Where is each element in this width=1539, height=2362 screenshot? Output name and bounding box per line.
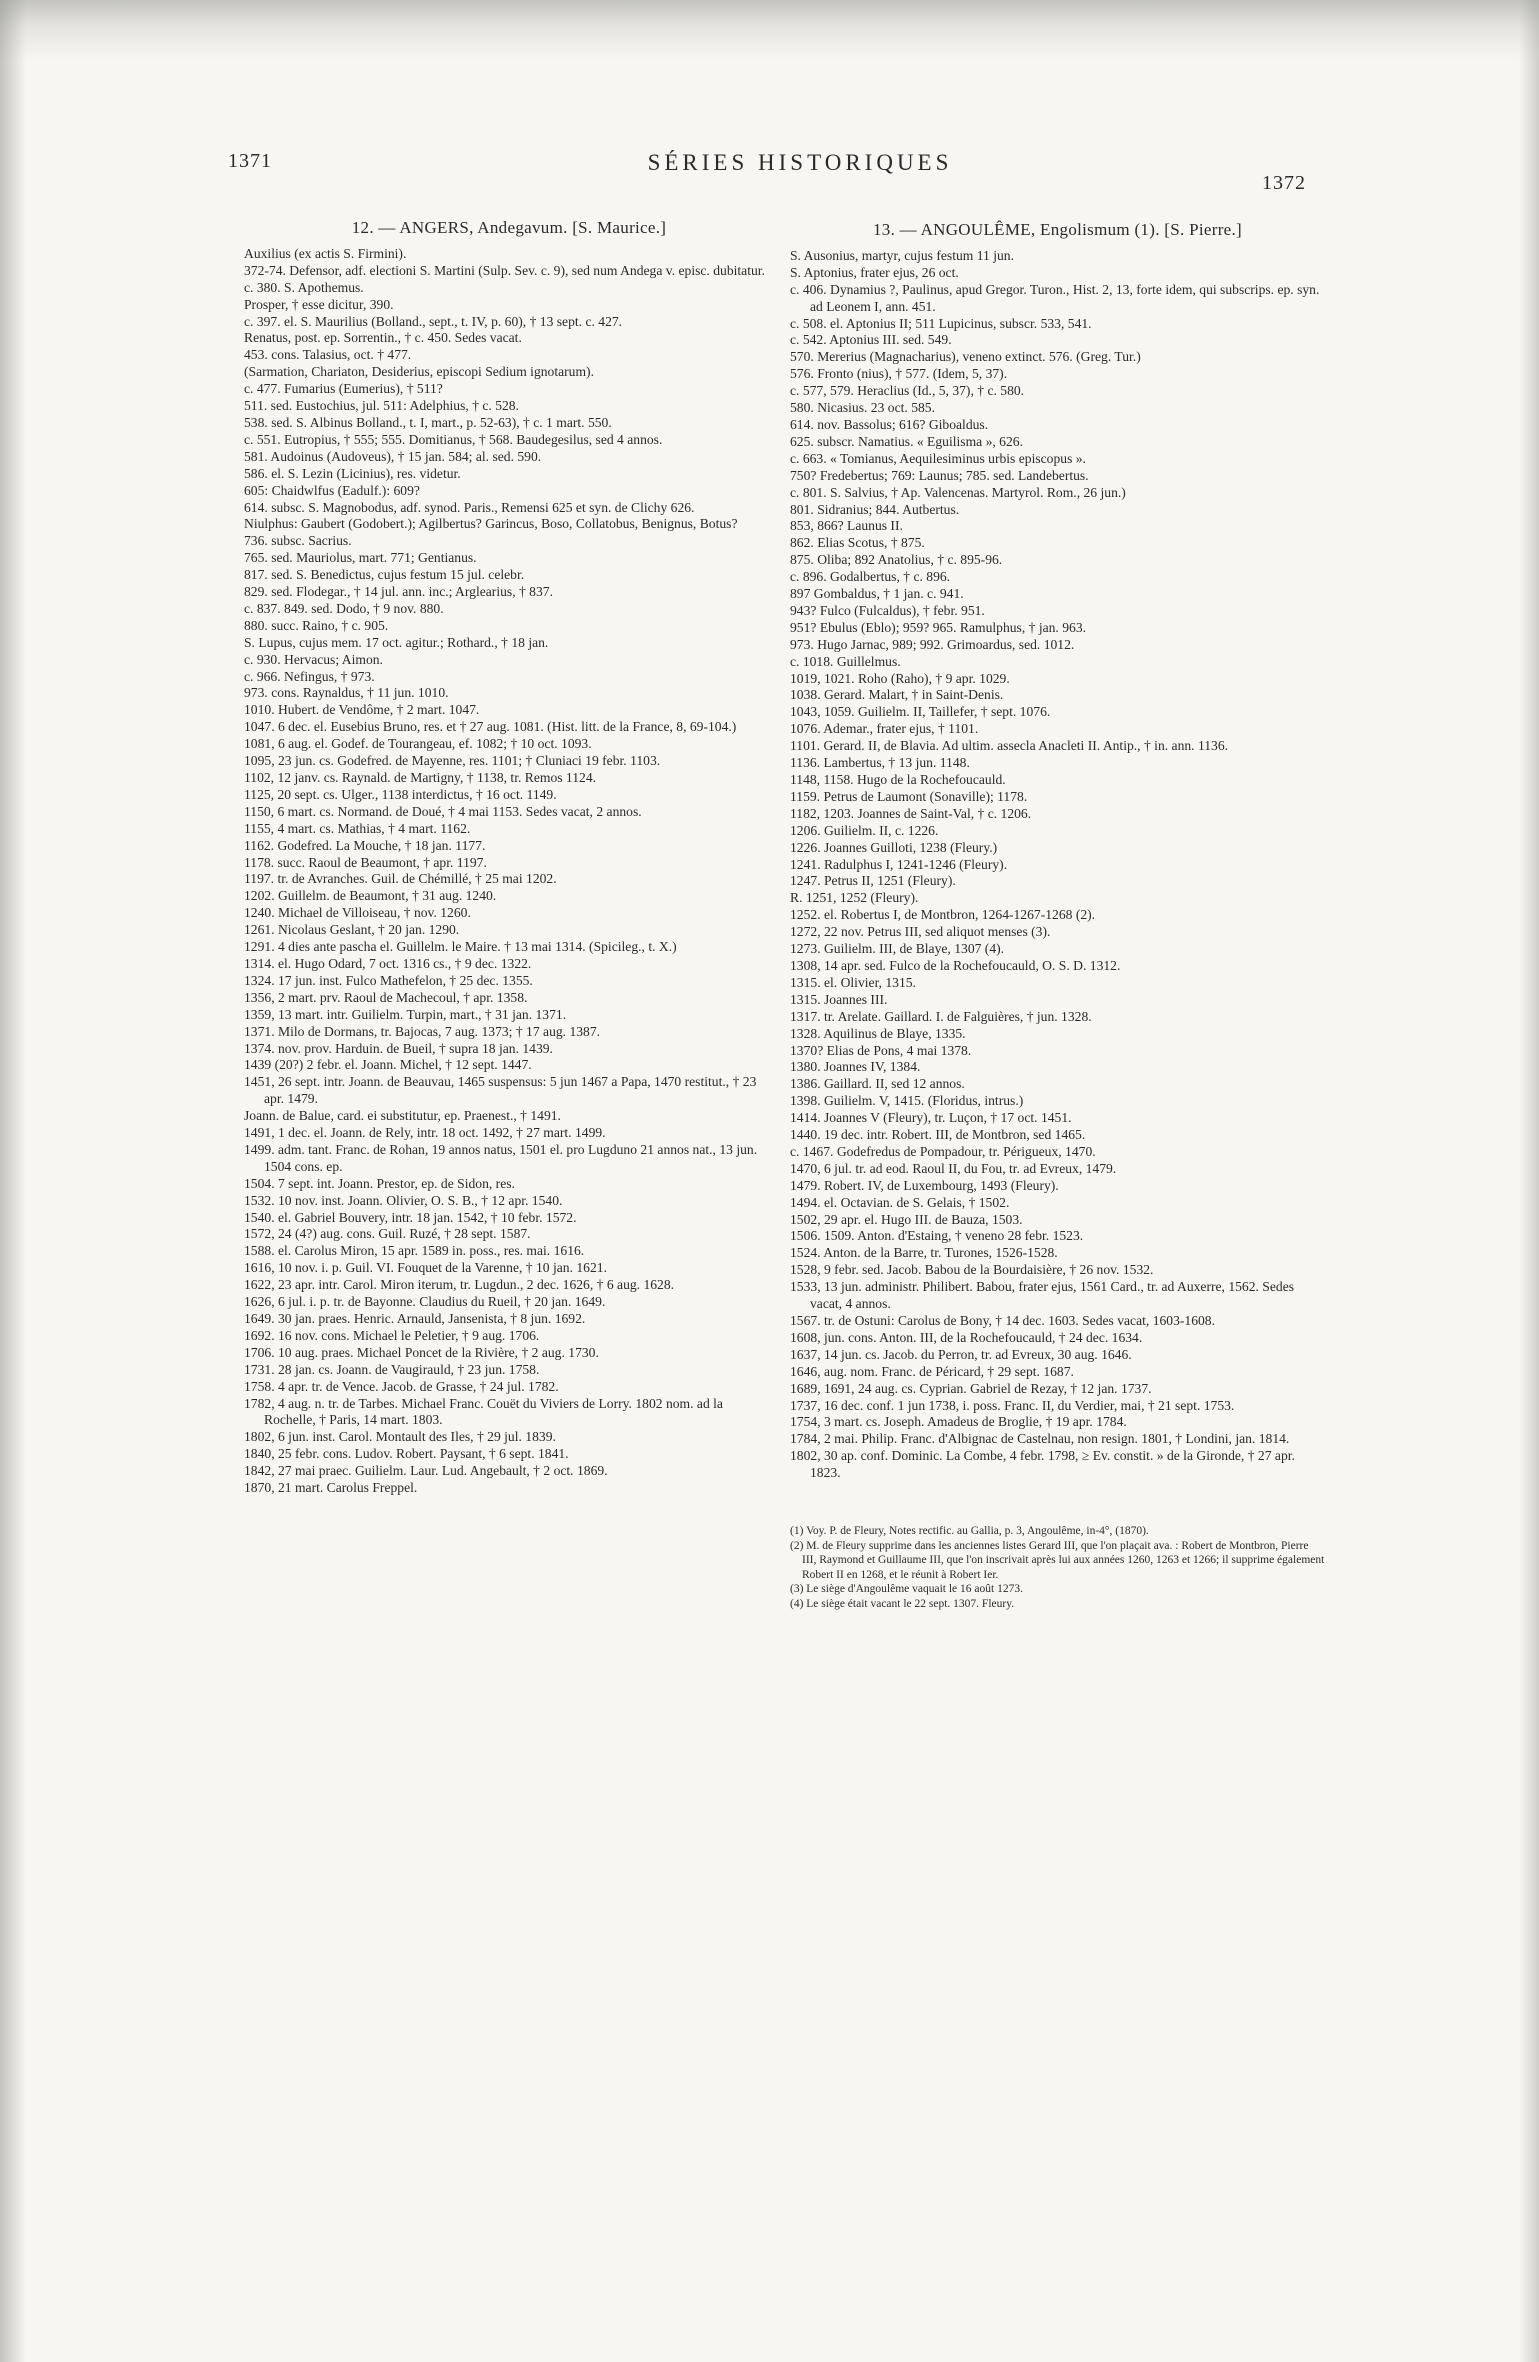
list-item: c. 508. el. Aptonius II; 511 Lupicinus, subscr. 533, 541. xyxy=(790,315,1092,331)
list-item: 1451, 26 sept. intr. Joann. de Beauvau, 1465 suspensus: 5 jun 1467 a Papa, 1470 restitut., † 23 apr. 1479. xyxy=(244,1074,757,1107)
list-item: 1047. 6 dec. el. Eusebius Bruno, res. et † 27 aug. 1081. (Hist. litt. de la France, 8, 69-104.) xyxy=(244,719,737,735)
list-item: 511. sed. Eustochius, jul. 511: Adelphius, † c. 528. xyxy=(244,398,520,414)
list-item: 1491, 1 dec. el. Joann. de Rely, intr. 18 oct. 1492, † 27 mart. 1499. xyxy=(244,1125,606,1141)
diocese-title-angouleme: 13. — ANGOULÊME, Engolismum (1). [S. Pierre.] xyxy=(872,220,1243,239)
list-item: 1317. tr. Arelate. Gaillard. I. de Falguières, † jun. 1328. xyxy=(790,1008,1092,1024)
list-item: (Sarmation, Chariaton, Desiderius, episcopi Sedium ignotarum). xyxy=(244,364,594,380)
list-item: S. Ausonius, martyr, cujus festum 11 jun. xyxy=(790,247,1014,263)
scan-edge-right xyxy=(1519,0,1539,2362)
list-item: 1162. Godefred. La Mouche, † 18 jan. 1177. xyxy=(244,837,486,853)
list-item: 586. el. S. Lezin (Licinius), res. videtur. xyxy=(244,465,461,481)
list-item: 1754, 3 mart. cs. Joseph. Amadeus de Broglie, † 19 apr. 1784. xyxy=(790,1414,1127,1430)
list-item: 853, 866? Launus II. xyxy=(790,518,903,534)
list-item: 1315. el. Olivier, 1315. xyxy=(790,974,916,990)
list-item: 1095, 23 jun. cs. Godefred. de Mayenne, res. 1101; † Cluniaci 19 febr. 1103. xyxy=(244,753,661,769)
list-item: 1731. 28 jan. cs. Joann. de Vaugirauld, † 23 jun. 1758. xyxy=(244,1361,540,1377)
list-item: Prosper, † esse dicitur, 390. xyxy=(244,296,394,312)
footnote: (4) Le siège était vacant le 22 sept. 1307. Fleury. xyxy=(790,1597,1015,1610)
list-item: 1758. 4 apr. tr. de Vence. Jacob. de Grasse, † 24 jul. 1782. xyxy=(244,1378,559,1394)
list-item: 605: Chaidwlfus (Eadulf.): 609? xyxy=(244,482,420,498)
list-item: 765. sed. Mauriolus, mart. 771; Gentianus. xyxy=(244,550,477,566)
list-item: 580. Nicasius. 23 oct. 585. xyxy=(790,400,935,416)
list-item: 1101. Gerard. II, de Blavia. Ad ultim. assecla Anacleti II. Antip., † in. ann. 1136. xyxy=(790,738,1229,754)
list-item: 1706. 10 aug. praes. Michael Poncet de la Rivière, † 2 aug. 1730. xyxy=(244,1344,599,1360)
list-item: 829. sed. Flodegar., † 14 jul. ann. inc.; Arglearius, † 837. xyxy=(244,584,553,600)
list-item: 1637, 14 jun. cs. Jacob. du Perron, tr. ad Evreux, 30 aug. 1646. xyxy=(790,1346,1132,1362)
footnote: (2) M. de Fleury supprime dans les anciennes listes Gerard III, que l'on plaçait ava. : Robert de Montbron, Pierre III, Raymond et Guillaume III, que l'on inscrivait après lui aux années 1260, 1263 et 1266; il supprime également Robert II en 1268, et le réunit à Robert Ier. xyxy=(790,1539,1325,1581)
list-item: 1737, 16 dec. conf. 1 jun 1738, i. poss. Franc. II, du Verdier, mai, † 21 sept. 1753. xyxy=(790,1397,1235,1413)
footnotes xyxy=(790,1524,1325,1611)
list-item: 1502, 29 apr. el. Hugo III. de Bauza, 1503. xyxy=(790,1211,1023,1227)
list-item: S. Lupus, cujus mem. 17 oct. agitur.; Rothard., † 18 jan. xyxy=(244,634,549,650)
list-item: 538. sed. S. Albinus Bolland., t. I, mart., p. 52-63), † c. 1 mart. 550. xyxy=(244,414,612,430)
list-item: 1081, 6 aug. el. Godef. de Tourangeau, ef. 1082; † 10 oct. 1093. xyxy=(244,736,592,752)
list-item: 817. sed. S. Benedictus, cujus festum 15 jul. celebr. xyxy=(244,567,525,583)
list-item: 1019, 1021. Roho (Raho), † 9 apr. 1029. xyxy=(790,670,1010,686)
list-item: 1649. 30 jan. praes. Henric. Arnauld, Jansenista, † 8 jun. 1692. xyxy=(244,1311,586,1326)
list-item: 570. Mererius (Magnacharius), veneno extinct. 576. (Greg. Tur.) xyxy=(790,349,1141,365)
list-item: 750? Fredebertus; 769: Launus; 785. sed. Landebertus. xyxy=(790,467,1089,483)
list-item: Niulphus: Gaubert (Godobert.); Agilbertus? Garincus, Boso, Collatobus, Benignus, Botus? xyxy=(244,516,738,532)
scan-edge-left xyxy=(0,0,26,2362)
list-item: 1226. Joannes Guilloti, 1238 (Fleury.) xyxy=(790,839,998,855)
list-item: 1178. succ. Raoul de Beaumont, † apr. 1197. xyxy=(244,854,487,870)
list-item: 614. subsc. S. Magnobodus, adf. synod. Paris., Remensi 625 et syn. de Clichy 626. xyxy=(244,499,695,515)
list-item: 1240. Michael de Villoiseau, † nov. 1260. xyxy=(244,905,471,921)
list-item: Auxilius (ex actis S. Firmini). xyxy=(244,245,407,261)
list-item: 1533, 13 jun. administr. Philibert. Babou, frater ejus, 1561 Card., tr. ad Auxerre, 1562. Sedes vacat, 4 annos. xyxy=(790,1279,1295,1312)
list-item: 1038. Gerard. Malart, † in Saint-Denis. xyxy=(790,687,1004,703)
list-item: 943? Fulco (Fulcaldus), † febr. 951. xyxy=(790,602,985,618)
list-item: 1125, 20 sept. cs. Ulger., 1138 interdictus, † 16 oct. 1149. xyxy=(244,786,557,802)
list-item: 1380. Joannes IV, 1384. xyxy=(790,1059,921,1075)
list-item: 1842, 27 mai praec. Guilielm. Laur. Lud. Angebault, † 2 oct. 1869. xyxy=(244,1463,608,1479)
list-item: 1572, 24 (4?) aug. cons. Guil. Ruzé, † 28 sept. 1587. xyxy=(244,1226,531,1242)
list-item: 1524. Anton. de la Barre, tr. Turones, 1526-1528. xyxy=(790,1245,1058,1261)
list-item: 1272, 22 nov. Petrus III, sed aliquot menses (3). xyxy=(790,924,1051,940)
list-item: c. 930. Hervacus; Aimon. xyxy=(244,651,383,667)
list-item: 1608, jun. cons. Anton. III, de la Rochefoucauld, † 24 dec. 1634. xyxy=(790,1329,1143,1345)
list-item: 1148, 1158. Hugo de la Rochefoucauld. xyxy=(790,772,1006,787)
list-item: 736. subsc. Sacrius. xyxy=(244,533,352,549)
list-item: R. 1251, 1252 (Fleury). xyxy=(790,890,919,906)
list-item: 1398. Guilielm. V, 1415. (Floridus, intrus.) xyxy=(790,1093,1024,1109)
scan-noise-top xyxy=(0,0,1539,60)
list-item: 1532. 10 nov. inst. Joann. Olivier, O. S. B., † 12 apr. 1540. xyxy=(244,1192,563,1208)
left-column xyxy=(244,220,774,1497)
list-item: 1155, 4 mart. cs. Mathias, † 4 mart. 1162. xyxy=(244,820,471,836)
list-item: 1626, 6 jul. i. p. tr. de Bayonne. Claudius du Rueil, † 20 jan. 1649. xyxy=(244,1294,606,1310)
right-column xyxy=(790,222,1325,1611)
list-item: 581. Audoinus (Audoveus), † 15 jan. 584; al. sed. 590. xyxy=(244,448,542,464)
list-item: Joann. de Balue, card. ei substitutur, ep. Praenest., † 1491. xyxy=(244,1108,561,1124)
list-item: 1528, 9 febr. sed. Jacob. Babou de la Bourdaisière, † 26 nov. 1532. xyxy=(790,1262,1154,1278)
list-item: 1241. Radulphus I, 1241-1246 (Fleury). xyxy=(790,856,1008,872)
list-item: 1499. adm. tant. Franc. de Rohan, 19 annos natus, 1501 el. pro Lugduno 21 annos nat., 13 jun. 1504 cons. ep. xyxy=(244,1141,758,1174)
list-item: c. 406. Dynamius ?, Paulinus, apud Gregor. Turon., Hist. 2, 13, forte idem, qui subscrips. ep. syn. ad Leonem I, ann. 451. xyxy=(790,281,1320,314)
list-item: c. 1018. Guillelmus. xyxy=(790,653,901,669)
list-item: 897 Gombaldus, † 1 jan. c. 941. xyxy=(790,586,964,602)
list-item: 1252. el. Robertus I, de Montbron, 1264-1267-1268 (2). xyxy=(790,907,1096,923)
list-item: 1370? Elias de Pons, 4 mai 1378. xyxy=(790,1042,972,1058)
list-item: 951? Ebulus (Eblo); 959? 965. Ramulphus, † jan. 963. xyxy=(790,619,1087,635)
diocese-title-angers: 12. — ANGERS, Andegavum. [S. Maurice.] xyxy=(351,218,667,237)
bishop-list-angouleme xyxy=(790,248,1325,1482)
list-item: 1371. Milo de Dormans, tr. Bajocas, 7 aug. 1373; † 17 aug. 1387. xyxy=(244,1023,601,1039)
list-item: 1782, 4 aug. n. tr. de Tarbes. Michael Franc. Couët du Viviers de Lorry. 1802 nom. ad la Rochelle, † Paris, 14 mart. 1803. xyxy=(244,1395,723,1428)
list-item: 1102, 12 janv. cs. Raynald. de Martigny, † 1138, tr. Remos 1124. xyxy=(244,770,597,785)
list-item: 801. Sidranius; 844. Autbertus. xyxy=(790,501,960,517)
list-item: 973. cons. Raynaldus, † 11 jun. 1010. xyxy=(244,685,449,701)
list-item: c. 801. S. Salvius, † Ap. Valencenas. Martyrol. Rom., 26 jun.) xyxy=(790,484,1126,500)
list-item: c. 477. Fumarius (Eumerius), † 511? xyxy=(244,381,443,397)
list-item: 1261. Nicolaus Geslant, † 20 jan. 1290. xyxy=(244,922,460,938)
list-item: 1622, 23 apr. intr. Carol. Miron iterum, tr. Lugdun., 2 dec. 1626, † 6 aug. 1628. xyxy=(244,1277,675,1293)
list-item: 1202. Guillelm. de Beaumont, † 31 aug. 1240. xyxy=(244,888,497,904)
list-item: 576. Fronto (nius), † 577. (Idem, 5, 37). xyxy=(790,366,1008,382)
list-item: 1159. Petrus de Laumont (Sonaville); 1178. xyxy=(790,788,1028,804)
list-item: 1802, 30 ap. conf. Dominic. La Combe, 4 febr. 1798, ≥ Ev. constit. » de la Gironde, † 27 apr. 1823. xyxy=(790,1448,1295,1481)
list-item: c. 1467. Godefredus de Pompadour, tr. Périgueux, 1470. xyxy=(790,1143,1096,1159)
footnote: (3) Le siège d'Angoulême vaquait le 16 août 1273. xyxy=(790,1583,1023,1596)
list-item: 1291. 4 dies ante pascha el. Guillelm. le Maire. † 13 mai 1314. (Spicileg., t. X.) xyxy=(244,939,677,955)
list-item: c. 577, 579. Heraclius (Id., 5, 37), † c. 580. xyxy=(790,383,1025,399)
list-item: 1784, 2 mai. Philip. Franc. d'Albignac de Castelnau, non resign. 1801, † Londini, jan. 1814. xyxy=(790,1431,1290,1447)
list-item: c. 380. S. Apothemus. xyxy=(244,279,364,295)
footnote: (1) Voy. P. de Fleury, Notes rectific. au Gallia, p. 3, Angoulême, in-4°, (1870). xyxy=(790,1525,1149,1538)
list-item: 1414. Joannes V (Fleury), tr. Luçon, † 17 oct. 1451. xyxy=(790,1110,1072,1126)
list-item: 862. Elias Scotus, † 875. xyxy=(790,535,925,551)
list-item: 1567. tr. de Ostuni: Carolus de Bony, † 14 dec. 1603. Sedes vacat, 1603-1608. xyxy=(790,1313,1215,1328)
running-head: SÉRIES HISTORIQUES xyxy=(647,150,953,175)
list-item: 1197. tr. de Avranches. Guil. de Chémillé, † 25 mai 1202. xyxy=(244,871,557,887)
list-item: 1470, 6 jul. tr. ad eod. Raoul II, du Fou, tr. ad Evreux, 1479. xyxy=(790,1160,1117,1176)
list-item: c. 896. Godalbertus, † c. 896. xyxy=(790,569,951,585)
list-item: 1308, 14 apr. sed. Fulco de la Rochefoucauld, O. S. D. 1312. xyxy=(790,957,1121,973)
list-item: 1646, aug. nom. Franc. de Péricard, † 29 sept. 1687. xyxy=(790,1363,1074,1379)
page-number-right: 1372 xyxy=(1262,172,1306,194)
list-item: 875. Oliba; 892 Anatolius, † c. 895-96. xyxy=(790,552,1003,568)
list-item: 1150, 6 mart. cs. Normand. de Doué, † 4 mai 1153. Sedes vacat, 2 annos. xyxy=(244,803,642,819)
list-item: 1328. Aquilinus de Blaye, 1335. xyxy=(790,1025,966,1041)
page-number-left: 1371 xyxy=(228,150,272,172)
list-item: 973. Hugo Jarnac, 989; 992. Grimoardus, sed. 1012. xyxy=(790,636,1075,652)
list-item: 1043, 1059. Guilielm. II, Taillefer, † sept. 1076. xyxy=(790,704,1051,720)
list-item: 1689, 1691, 24 aug. cs. Cyprian. Gabriel de Rezay, † 12 jan. 1737. xyxy=(790,1380,1152,1396)
list-item: 1494. el. Octavian. de S. Gelais, † 1502. xyxy=(790,1194,1010,1210)
list-item: 1247. Petrus II, 1251 (Fleury). xyxy=(790,873,956,889)
list-item: 1506. 1509. Anton. d'Estaing, † veneno 28 febr. 1523. xyxy=(790,1228,1084,1244)
list-item: c. 663. « Tomianus, Aequilesiminus urbis episcopus ». xyxy=(790,450,1086,466)
list-item: 1076. Ademar., frater ejus, † 1101. xyxy=(790,721,979,737)
list-item: 1374. nov. prov. Harduin. de Bueil, † supra 18 jan. 1439. xyxy=(244,1040,553,1056)
list-item: 453. cons. Talasius, oct. † 477. xyxy=(244,347,412,363)
list-item: 1359, 13 mart. intr. Guilielm. Turpin, mart., † 31 jan. 1371. xyxy=(244,1006,567,1022)
list-item: Renatus, post. ep. Sorrentin., † c. 450. Sedes vacat. xyxy=(244,330,522,346)
list-item: 1616, 10 nov. i. p. Guil. VI. Fouquet de la Varenne, † 10 jan. 1621. xyxy=(244,1260,607,1276)
list-item: 1440. 19 dec. intr. Robert. III, de Montbron, sed 1465. xyxy=(790,1127,1086,1143)
list-item: 1206. Guilielm. II, c. 1226. xyxy=(790,822,939,838)
list-item: 1439 (20?) 2 febr. el. Joann. Michel, † 12 sept. 1447. xyxy=(244,1057,532,1073)
list-item: 1504. 7 sept. int. Joann. Prestor, ep. de Sidon, res. xyxy=(244,1175,515,1191)
list-item: c. 966. Nefingus, † 973. xyxy=(244,668,375,684)
list-item: c. 397. el. S. Maurilius (Bolland., sept., t. IV, p. 60), † 13 sept. c. 427. xyxy=(244,313,623,329)
list-item: 1324. 17 jun. inst. Fulco Mathefelon, † 25 dec. 1355. xyxy=(244,972,533,988)
list-item: 1315. Joannes III. xyxy=(790,991,888,1007)
list-item: c. 542. Aptonius III. sed. 549. xyxy=(790,332,952,348)
list-item: 1136. Lambertus, † 13 jun. 1148. xyxy=(790,755,970,771)
list-item: 1540. el. Gabriel Bouvery, intr. 18 jan. 1542, † 10 febr. 1572. xyxy=(244,1209,577,1225)
list-item: 1356, 2 mart. prv. Raoul de Machecoul, † apr. 1358. xyxy=(244,989,528,1005)
list-item: c. 551. Eutropius, † 555; 555. Domitianus, † 568. Baudegesilus, sed 4 annos. xyxy=(244,431,663,447)
list-item: 1588. el. Carolus Miron, 15 apr. 1589 in. poss., res. mai. 1616. xyxy=(244,1243,585,1259)
list-item: 625. subscr. Namatius. « Eguilisma », 626. xyxy=(790,433,1023,449)
list-item: 1386. Gaillard. II, sed 12 annos. xyxy=(790,1076,965,1092)
list-item: 1840, 25 febr. cons. Ludov. Robert. Paysant, † 6 sept. 1841. xyxy=(244,1446,569,1462)
list-item: 880. succ. Raino, † c. 905. xyxy=(244,617,389,633)
list-item: 1010. Hubert. de Vendôme, † 2 mart. 1047. xyxy=(244,702,480,718)
list-item: S. Aptonius, frater ejus, 26 oct. xyxy=(790,264,959,280)
list-item: 1273. Guilielm. III, de Blaye, 1307 (4). xyxy=(790,941,1005,957)
list-item: 1479. Robert. IV, de Luxembourg, 1493 (Fleury). xyxy=(790,1177,1059,1193)
list-item: 1314. el. Hugo Odard, 7 oct. 1316 cs., † 9 dec. 1322. xyxy=(244,955,532,971)
list-item: 1802, 6 jun. inst. Carol. Montault des Iles, † 29 jul. 1839. xyxy=(244,1429,556,1445)
list-item: 614. nov. Bassolus; 616? Giboaldus. xyxy=(790,416,989,432)
list-item: 1182, 1203. Joannes de Saint-Val, † c. 1206. xyxy=(790,805,1032,821)
list-item: 1870, 21 mart. Carolus Freppel. xyxy=(244,1480,418,1496)
bishop-list-angers xyxy=(244,246,774,1497)
list-item: 1692. 16 nov. cons. Michael le Peletier, † 9 aug. 1706. xyxy=(244,1327,540,1343)
list-item: 372-74. Defensor, adf. electioni S. Martini (Sulp. Sev. c. 9), sed num Andega v. episc. dubitatur. xyxy=(244,262,765,278)
list-item: c. 837. 849. sed. Dodo, † 9 nov. 880. xyxy=(244,600,444,616)
